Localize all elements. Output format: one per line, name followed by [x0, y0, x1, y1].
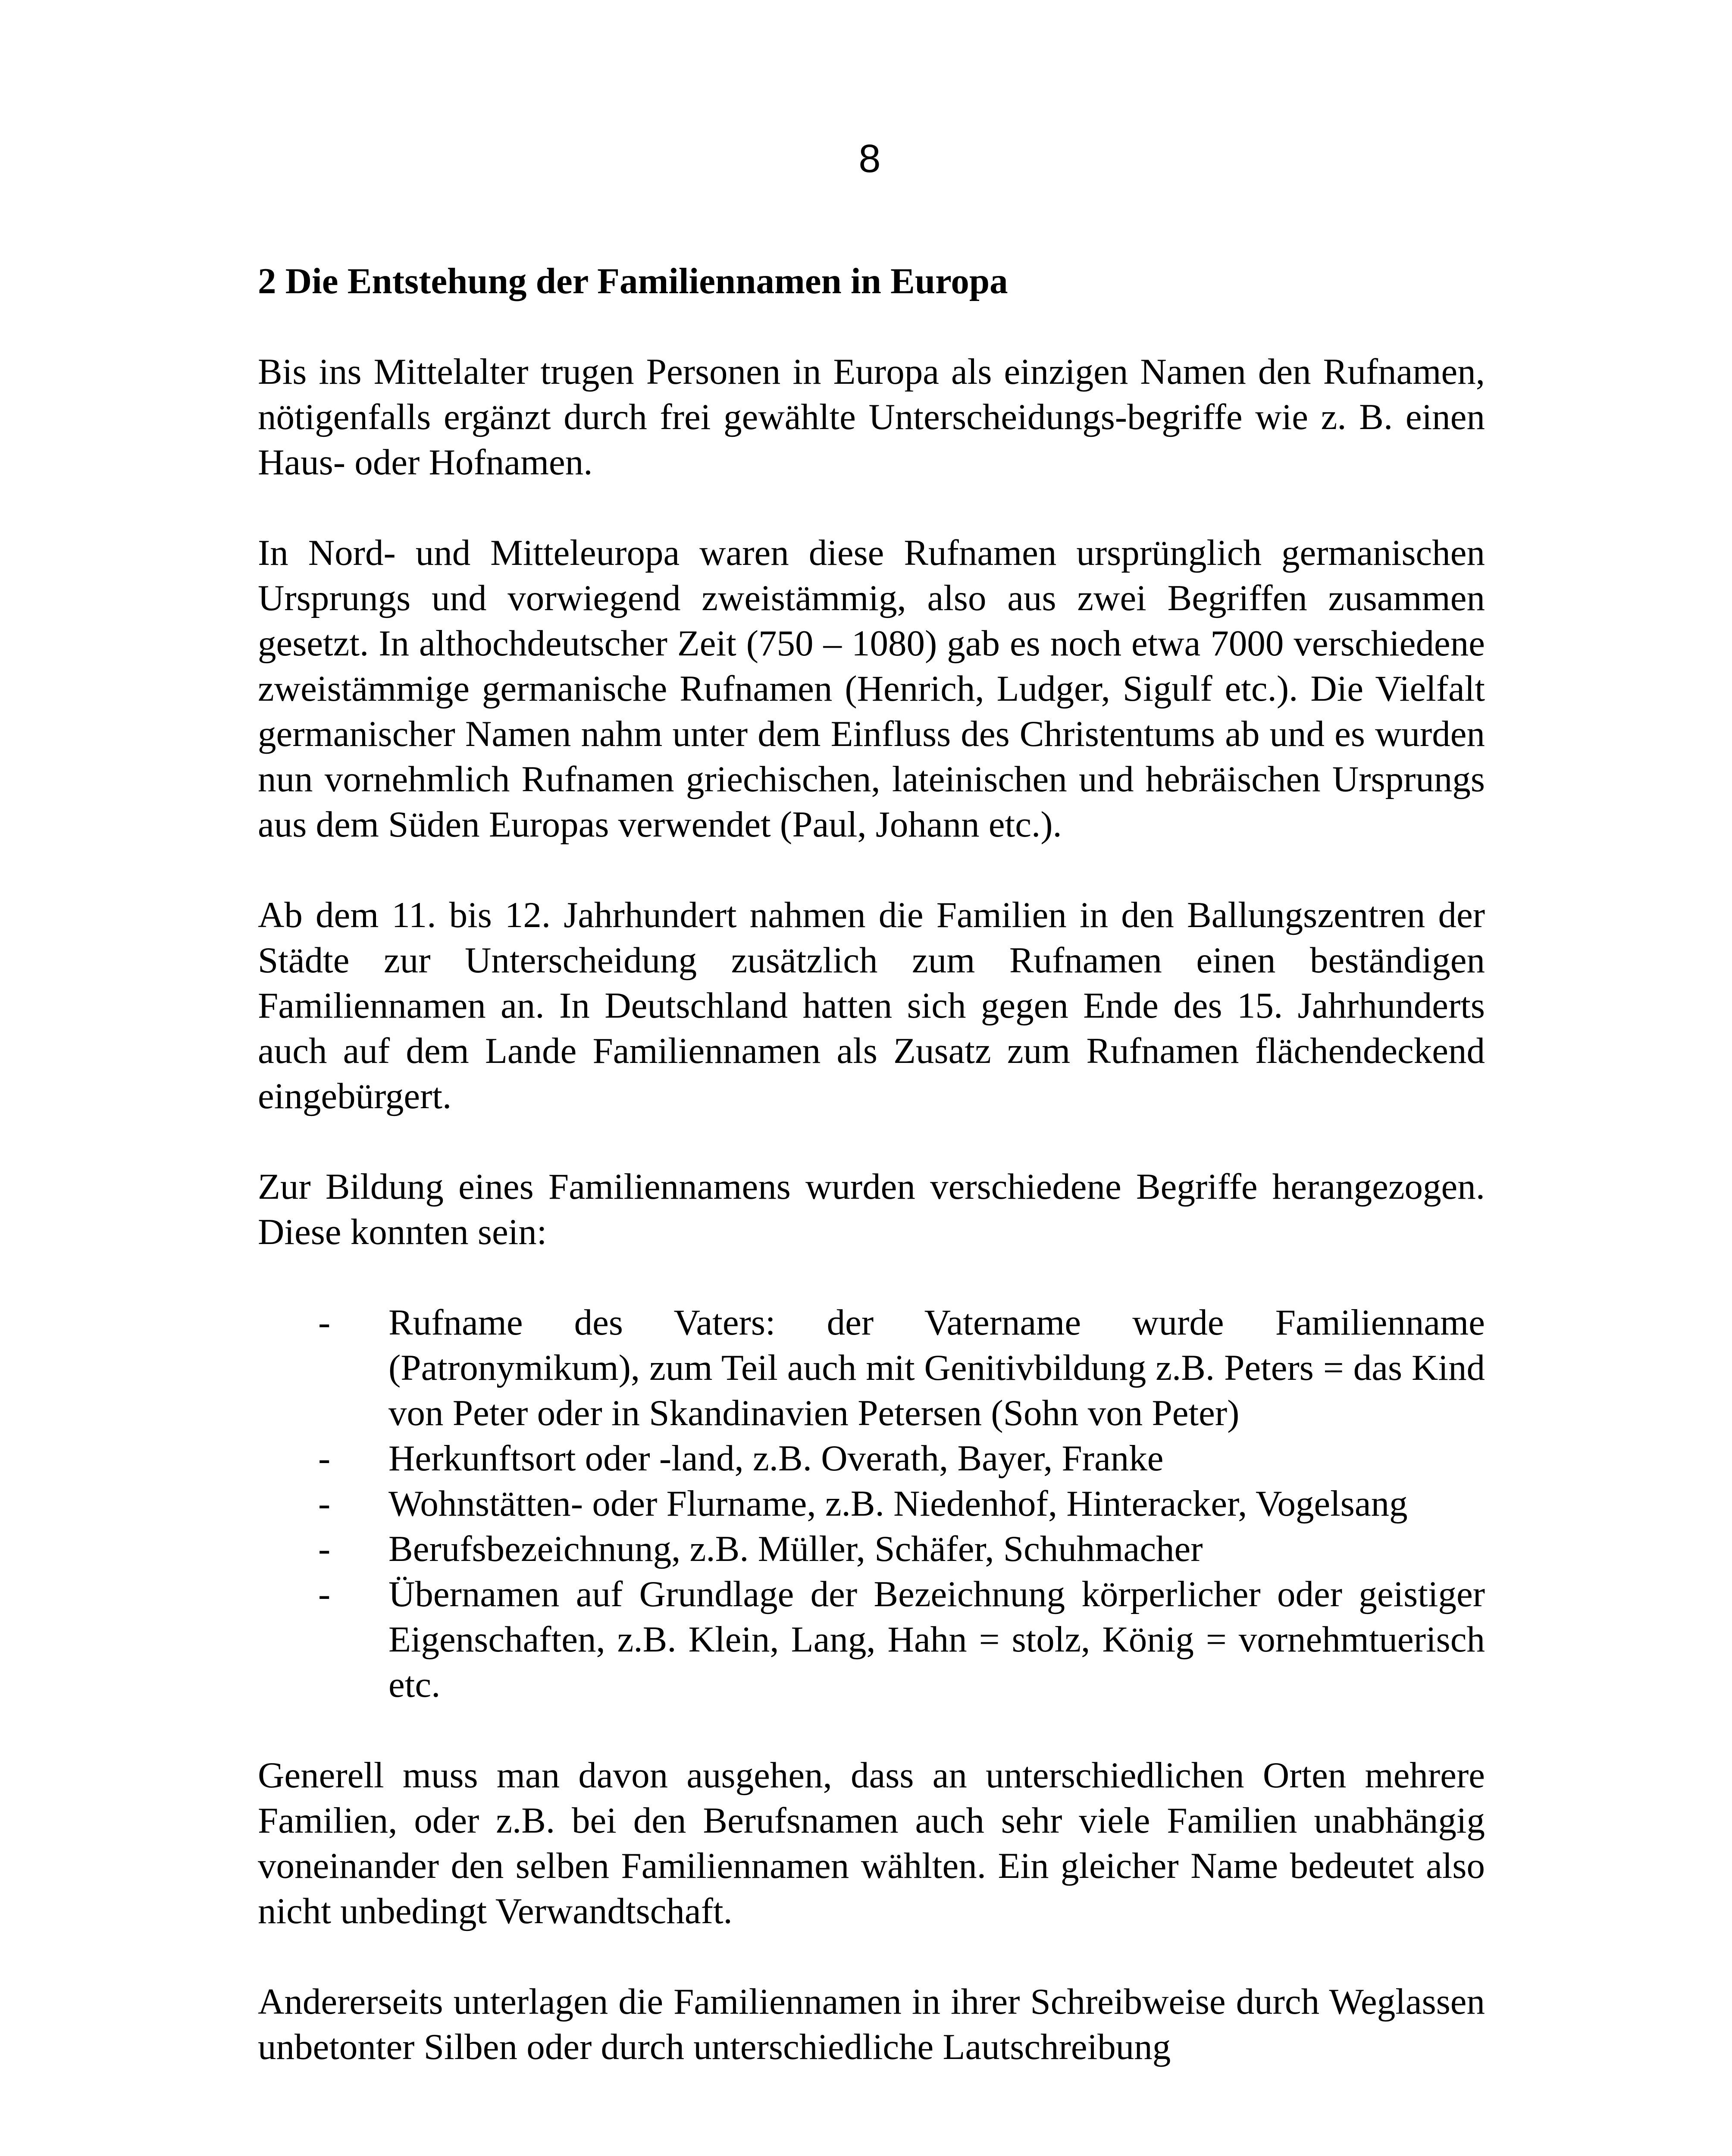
paragraph-2: In Nord- und Mitteleuropa waren diese Rufnamen ursprünglich germanischen Ursprungs und vorwiegend zweistämmig, also aus zwei Begriffen zusammen gesetzt. In althochdeutscher Zeit (750 – 1080) gab es noch etwa 7000 verschiedene zweistämmige germanische Rufnamen (Henrich, Ludger, Sigulf etc.). Die Vielfalt germanischer Namen nahm unter dem Einfluss des Christentums ab und es wurden nun vornehmlich Rufnamen griechischen, lateinischen und hebräischen Ursprungs aus dem Süden Europas verwendet (Paul, Johann etc.).: [258, 533, 1485, 845]
list-item: [258, 1300, 1485, 1436]
list-bullet: -: [318, 1574, 331, 1614]
list-item: [258, 1572, 1485, 1708]
list-bullet: -: [318, 1529, 331, 1569]
list-item-text: Übernamen auf Grundlage der Bezeichnung körperlicher oder geistiger Eigenschaften, z.B. Klein, Lang, Hahn = stolz, König = vornehmtuerisch etc.: [388, 1574, 1485, 1705]
list-item: [258, 1436, 1485, 1481]
page-content: [258, 259, 1485, 2070]
paragraph-5: Generell muss man davon ausgehen, dass an unterschiedlichen Orten mehrere Familien, oder z.B. bei den Berufsnamen auch sehr viele Familien unabhängig voneinander den selben Familiennamen wählten. Ein gleicher Name bedeutet also nicht unbedingt Verwandtschaft.: [258, 1755, 1485, 1931]
name-sources-list: [258, 1300, 1485, 1708]
list-item-text: Wohnstätten- oder Flurname, z.B. Niedenhof, Hinteracker, Vogelsang: [388, 1483, 1408, 1524]
paragraph-1: Bis ins Mittelalter trugen Personen in Europa als einzigen Namen den Rufnamen, nötigenfalls ergänzt durch frei gewählte Unterscheidungs-begriffe wie z. B. einen Haus- oder Hofnamen.: [258, 351, 1485, 483]
paragraph-3: Ab dem 11. bis 12. Jahrhundert nahmen die Familien in den Ballungszentren der Städte zur Unterscheidung zusätzlich zum Rufnamen einen beständigen Familiennamen an. In Deutschland hatten sich gegen Ende des 15. Jahrhunderts auch auf dem Lande Familiennamen als Zusatz zum Rufnamen flächendeckend eingebürgert.: [258, 895, 1485, 1116]
list-item-text: Rufname des Vaters: der Vatername wurde Familienname (Patronymikum), zum Teil auch mit Genitivbildung z.B. Peters = das Kind von Peter oder in Skandinavien Petersen (Sohn von Peter): [388, 1302, 1485, 1433]
list-bullet: -: [318, 1483, 331, 1524]
page-number: 8: [858, 137, 881, 181]
list-item: [258, 1481, 1485, 1526]
list-item-text: Herkunftsort oder -land, z.B. Overath, Bayer, Franke: [388, 1438, 1164, 1479]
list-item: [258, 1526, 1485, 1572]
list-item-text: Berufsbezeichnung, z.B. Müller, Schäfer, Schuhmacher: [388, 1529, 1203, 1569]
paragraph-4: Zur Bildung eines Familiennamens wurden verschiedene Begriffe herangezogen. Diese konnten sein:: [258, 1166, 1485, 1252]
list-bullet: -: [318, 1302, 331, 1343]
section-heading: 2 Die Entstehung der Familiennamen in Europa: [258, 261, 1008, 301]
paragraph-6: Andererseits unterlagen die Familiennamen in ihrer Schreibweise durch Weglassen unbetonter Silben oder durch unterschiedliche Lautschreibung: [258, 1981, 1485, 2067]
list-bullet: -: [318, 1438, 331, 1479]
